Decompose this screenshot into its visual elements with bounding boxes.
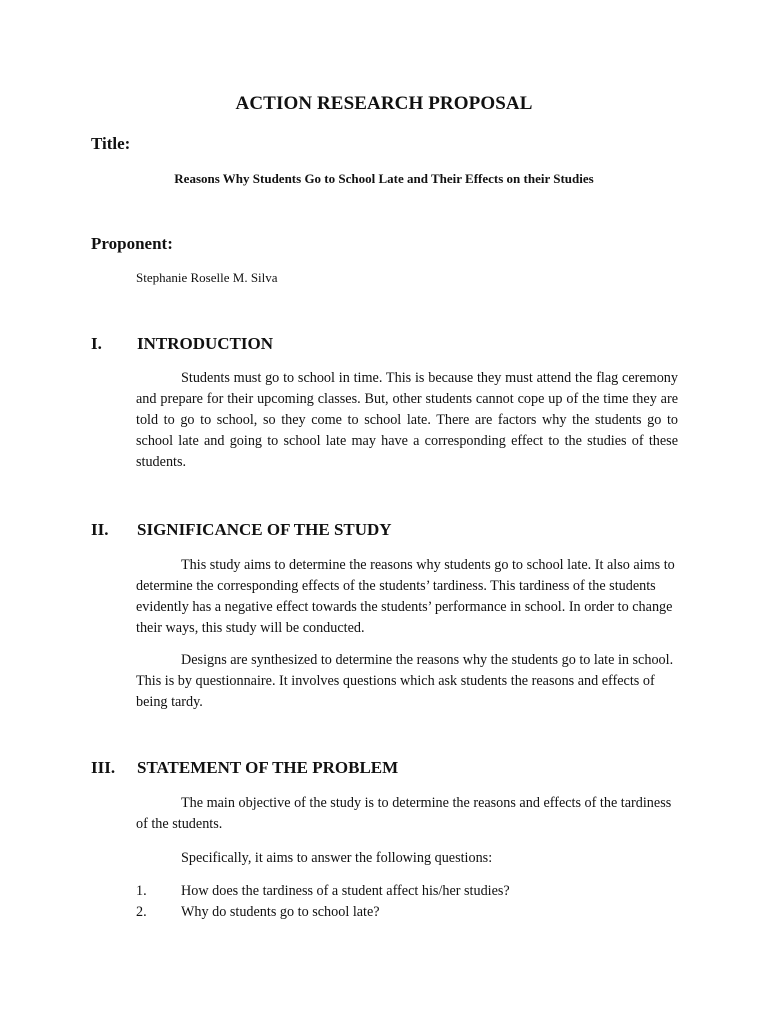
list-item [136,881,678,902]
question-text: How does the tardiness of a student affect his/her studies? [181,883,510,899]
significance-paragraph-1: This study aims to determine the reasons why students go to school late. It also aims to determine the corresponding effects of the students’ tardiness. This tardiness of the students evidently has a negative effect towards the students’ performance in school. In order to change their ways, this study will be conducted. [136,557,675,636]
significance-paragraph-2: Designs are synthesized to determine the reasons why the students go to late in school. This is by questionnaire. It involves questions which ask students the reasons and effects of being tardy. [136,652,674,710]
question-text: Why do students go to school late? [181,904,380,920]
problem-paragraph-2: Specifically, it aims to answer the following questions: [181,850,493,866]
research-questions-list [136,881,678,923]
document-heading: ACTION RESEARCH PROPOSAL [235,93,533,114]
introduction-paragraph: Students must go to school in time. This is because they must attend the flag ceremony and prepare for their upcoming classes. But, other students cannot cope up of the time they are told to go to school, so they come to school late. There are factors why the students go to school late and going to school late may have a corresponding effect to the studies of these students. [136,370,678,470]
section-title: STATEMENT OF THE PROBLEM [137,758,399,777]
section-significance-heading [91,520,392,540]
section-introduction-heading [91,334,273,354]
section-title: INTRODUCTION [137,334,274,353]
section-problem-heading [91,758,398,778]
list-item [136,902,678,923]
problem-paragraph-1: The main objective of the study is to determine the reasons and effects of the tardiness of the students. [136,795,672,832]
question-number: 1. [136,883,147,899]
section-title: SIGNIFICANCE OF THE STUDY [137,520,392,539]
section-number: I. [91,334,102,353]
question-number: 2. [136,904,147,920]
section-number: II. [91,520,109,539]
proponent-label: Proponent: [91,234,173,253]
section-number: III. [91,758,116,777]
title-label: Title: [91,134,131,153]
proponent-name: Stephanie Roselle M. Silva [136,270,278,285]
proposal-title: Reasons Why Students Go to School Late and Their Effects on their Studies [174,171,594,186]
